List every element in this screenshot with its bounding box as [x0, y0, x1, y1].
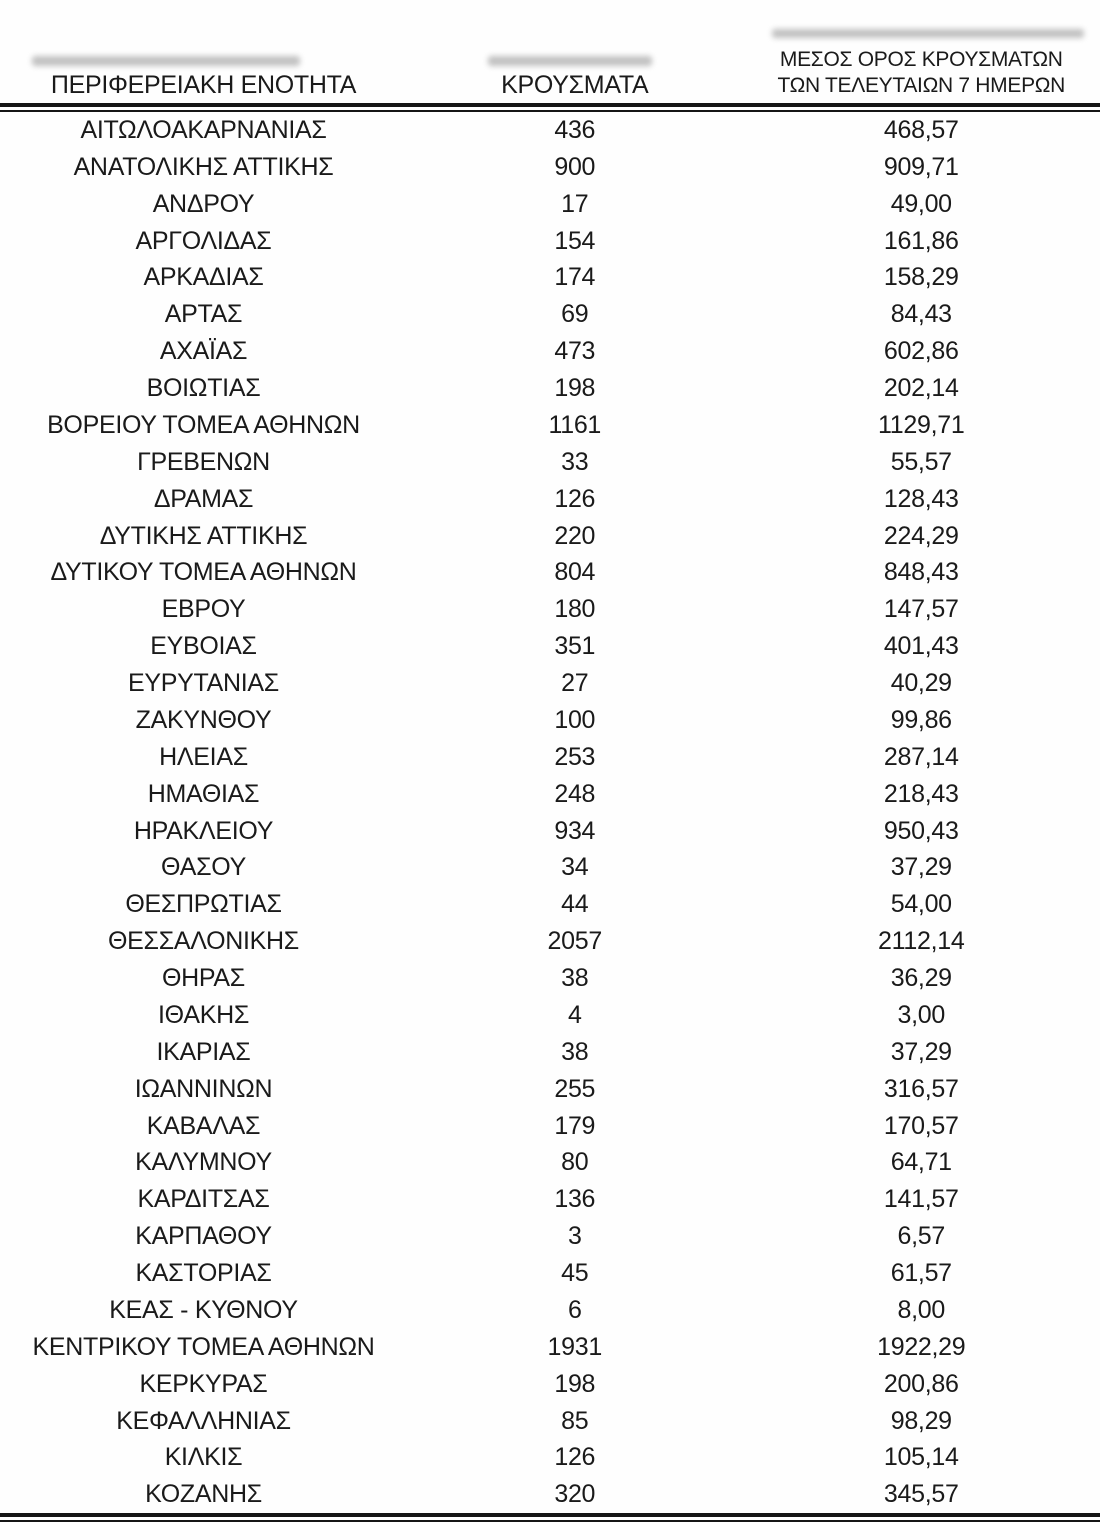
cases-value: 255 — [554, 1074, 596, 1103]
region-name: ΘΗΡΑΣ — [162, 964, 245, 993]
region-name: ΗΛΕΙΑΣ — [159, 742, 248, 771]
table-row — [0, 591, 1100, 628]
avg7-value: 158,29 — [883, 263, 959, 292]
table-header-row — [0, 0, 1100, 103]
cases-value: 154 — [554, 226, 596, 255]
region-name: ΚΟΖΑΝΗΣ — [145, 1480, 262, 1509]
cases-value: 33 — [561, 447, 589, 476]
cases-value: 436 — [554, 115, 596, 144]
table-row — [0, 518, 1100, 555]
table-row — [0, 739, 1100, 776]
region-name: ΘΕΣΣΑΛΟΝΙΚΗΣ — [108, 927, 299, 956]
table-row — [0, 296, 1100, 333]
avg7-value: 2112,14 — [878, 927, 965, 956]
table-row — [0, 1403, 1100, 1440]
table-row — [0, 555, 1100, 592]
region-name: ΚΕΡΚΥΡΑΣ — [139, 1369, 268, 1398]
avg7-value: 1922,29 — [877, 1332, 966, 1361]
cases-value: 85 — [561, 1406, 589, 1435]
avg7-value: 128,43 — [883, 484, 959, 513]
region-name: ΕΒΡΟΥ — [161, 595, 246, 624]
avg7-value: 3,00 — [897, 1000, 945, 1029]
region-name: ΑΧΑΪΑΣ — [159, 337, 248, 366]
region-name: ΑΙΤΩΛΟΑΚΑΡΝΑΝΙΑΣ — [80, 115, 327, 144]
cases-value: 248 — [554, 779, 596, 808]
table-row — [0, 149, 1100, 186]
cases-value: 198 — [554, 374, 596, 403]
avg7-value: 55,57 — [890, 447, 952, 476]
table-row — [0, 186, 1100, 223]
column-header-avg7days-line1: ΜΕΣΟΣ ΟΡΟΣ ΚΡΟΥΣΜΑΤΩΝ — [779, 48, 1063, 71]
table-row — [0, 223, 1100, 260]
region-name: ΚΑΒΑΛΑΣ — [146, 1111, 261, 1140]
region-name: ΚΕΦΑΛΛΗΝΙΑΣ — [116, 1406, 291, 1435]
region-name: ΚΑΣΤΟΡΙΑΣ — [135, 1259, 272, 1288]
region-name: ΑΝΑΤΟΛΙΚΗΣ ΑΤΤΙΚΗΣ — [73, 152, 334, 181]
cases-value: 38 — [561, 1037, 589, 1066]
cases-value: 4 — [567, 1000, 582, 1029]
cases-value: 34 — [561, 853, 589, 882]
cases-value: 17 — [561, 189, 589, 218]
table-body — [0, 112, 1100, 1513]
region-name: ΓΡΕΒΕΝΩΝ — [137, 447, 270, 476]
avg7-value: 147,57 — [883, 595, 959, 624]
table-row — [0, 1071, 1100, 1108]
header-double-rule — [0, 103, 1100, 112]
region-name: ΚΑΡΠΑΘΟΥ — [135, 1222, 272, 1251]
avg7-value: 37,29 — [890, 1037, 952, 1066]
table-row — [0, 407, 1100, 444]
table-row — [0, 1255, 1100, 1292]
avg7-value: 6,57 — [897, 1222, 945, 1251]
column-header-avg7days-line2: ΤΩΝ ΤΕΛΕΥΤΑΙΩΝ 7 ΗΜΕΡΩΝ — [777, 74, 1066, 97]
region-name: ΗΡΑΚΛΕΙΟΥ — [133, 816, 274, 845]
region-name: ΘΑΣΟΥ — [161, 853, 246, 882]
avg7-value: 99,86 — [890, 705, 952, 734]
cases-value: 179 — [554, 1111, 596, 1140]
region-name: ΚΕΑΣ - ΚΥΘΝΟΥ — [109, 1295, 298, 1324]
cases-value: 100 — [554, 705, 596, 734]
avg7-value: 287,14 — [883, 742, 959, 771]
avg7-value: 61,57 — [890, 1259, 952, 1288]
cases-value: 253 — [554, 742, 596, 771]
avg7-value: 345,57 — [883, 1480, 959, 1509]
table-row — [0, 1218, 1100, 1255]
region-name: ΚΑΛΥΜΝΟΥ — [135, 1148, 272, 1177]
avg7-value: 602,86 — [883, 337, 959, 366]
cases-value: 174 — [554, 263, 596, 292]
avg7-value: 224,29 — [883, 521, 959, 550]
avg7-value: 54,00 — [890, 890, 952, 919]
cases-value: 27 — [561, 669, 589, 698]
cases-value: 934 — [554, 816, 596, 845]
cases-value: 220 — [554, 521, 596, 550]
table-row — [0, 1366, 1100, 1403]
table-row — [0, 1181, 1100, 1218]
region-name: ΑΡΓΟΛΙΔΑΣ — [135, 226, 272, 255]
cases-value: 44 — [561, 890, 589, 919]
region-name: ΙΩΑΝΝΙΝΩΝ — [134, 1074, 273, 1103]
cases-value: 126 — [554, 1443, 596, 1472]
cases-value: 45 — [561, 1259, 589, 1288]
region-name: ΚΙΛΚΙΣ — [164, 1443, 243, 1472]
avg7-value: 218,43 — [883, 779, 959, 808]
cases-value: 80 — [561, 1148, 589, 1177]
table-row — [0, 370, 1100, 407]
column-header-cases: ΚΡΟΥΣΜΑΤΑ — [501, 71, 649, 99]
cases-value: 900 — [554, 152, 596, 181]
cases-value: 2057 — [547, 927, 602, 956]
region-name: ΑΝΔΡΟΥ — [152, 189, 255, 218]
avg7-value: 49,00 — [890, 189, 952, 218]
region-name: ΙΚΑΡΙΑΣ — [156, 1037, 251, 1066]
table-row — [0, 333, 1100, 370]
table-row — [0, 1329, 1100, 1366]
avg7-value: 37,29 — [890, 853, 952, 882]
table-row — [0, 850, 1100, 887]
table-row — [0, 1292, 1100, 1329]
cases-value: 1931 — [547, 1332, 602, 1361]
avg7-value: 36,29 — [890, 964, 952, 993]
region-name: ΙΘΑΚΗΣ — [158, 1000, 249, 1029]
avg7-value: 909,71 — [883, 152, 959, 181]
cases-value: 804 — [554, 558, 596, 587]
cases-value: 6 — [567, 1295, 582, 1324]
region-name: ΑΡΤΑΣ — [164, 300, 243, 329]
table-row — [0, 628, 1100, 665]
cases-value: 126 — [554, 484, 596, 513]
region-name: ΔΥΤΙΚΟΥ ΤΟΜΕΑ ΑΘΗΝΩΝ — [50, 558, 357, 587]
region-name: ΕΥΡΥΤΑΝΙΑΣ — [128, 669, 279, 698]
avg7-value: 141,57 — [883, 1185, 959, 1214]
region-name: ΖΑΚΥΝΘΟΥ — [135, 705, 272, 734]
region-name: ΔΡΑΜΑΣ — [153, 484, 254, 513]
avg7-value: 84,43 — [890, 300, 952, 329]
region-name: ΚΕΝΤΡΙΚΟΥ ΤΟΜΕΑ ΑΘΗΝΩΝ — [32, 1332, 375, 1361]
avg7-value: 950,43 — [883, 816, 959, 845]
avg7-value: 200,86 — [883, 1369, 959, 1398]
table-row — [0, 1476, 1100, 1513]
table-row — [0, 776, 1100, 813]
region-name: ΔΥΤΙΚΗΣ ΑΤΤΙΚΗΣ — [99, 521, 308, 550]
cases-value: 351 — [554, 632, 596, 661]
avg7-value: 170,57 — [883, 1111, 959, 1140]
avg7-value: 1129,71 — [878, 410, 965, 439]
bottom-double-rule — [0, 1513, 1100, 1522]
column-header-regional-unit: ΠΕΡΙΦΕΡΕΙΑΚΗ ΕΝΟΤΗΤΑ — [50, 71, 357, 99]
avg7-value: 202,14 — [883, 374, 959, 403]
avg7-value: 848,43 — [883, 558, 959, 587]
cases-value: 198 — [554, 1369, 596, 1398]
cases-value: 136 — [554, 1185, 596, 1214]
avg7-value: 401,43 — [883, 632, 959, 661]
table-row — [0, 481, 1100, 518]
table-row — [0, 813, 1100, 850]
avg7-value: 316,57 — [883, 1074, 959, 1103]
table-row — [0, 112, 1100, 149]
avg7-value: 468,57 — [883, 115, 959, 144]
avg7-value: 8,00 — [897, 1295, 945, 1324]
table-row — [0, 923, 1100, 960]
table-row — [0, 960, 1100, 997]
cases-value: 3 — [567, 1222, 582, 1251]
avg7-value: 161,86 — [883, 226, 959, 255]
region-name: ΚΑΡΔΙΤΣΑΣ — [137, 1185, 270, 1214]
table-row — [0, 702, 1100, 739]
avg7-value: 98,29 — [890, 1406, 952, 1435]
table-row — [0, 444, 1100, 481]
region-name: ΕΥΒΟΙΑΣ — [150, 632, 257, 661]
table-row — [0, 1108, 1100, 1145]
region-name: ΗΜΑΘΙΑΣ — [147, 779, 260, 808]
table-row — [0, 665, 1100, 702]
cases-value: 38 — [561, 964, 589, 993]
cases-value: 69 — [561, 300, 589, 329]
table-row — [0, 1034, 1100, 1071]
table-row — [0, 260, 1100, 297]
avg7-value: 40,29 — [890, 669, 952, 698]
cases-value: 473 — [554, 337, 596, 366]
table-row — [0, 1440, 1100, 1477]
region-name: ΒΟΡΕΙΟΥ ΤΟΜΕΑ ΑΘΗΝΩΝ — [47, 410, 360, 439]
region-name: ΒΟΙΩΤΙΑΣ — [146, 374, 261, 403]
avg7-value: 64,71 — [890, 1148, 952, 1177]
cases-value: 1161 — [548, 410, 602, 439]
column-header-avg7days — [743, 47, 1100, 99]
region-name: ΘΕΣΠΡΩΤΙΑΣ — [125, 890, 282, 919]
table-row — [0, 886, 1100, 923]
table-row — [0, 1145, 1100, 1182]
cases-value: 320 — [554, 1480, 596, 1509]
region-name: ΑΡΚΑΔΙΑΣ — [143, 263, 264, 292]
table-row — [0, 997, 1100, 1034]
cases-value: 180 — [554, 595, 596, 624]
avg7-value: 105,14 — [883, 1443, 959, 1472]
